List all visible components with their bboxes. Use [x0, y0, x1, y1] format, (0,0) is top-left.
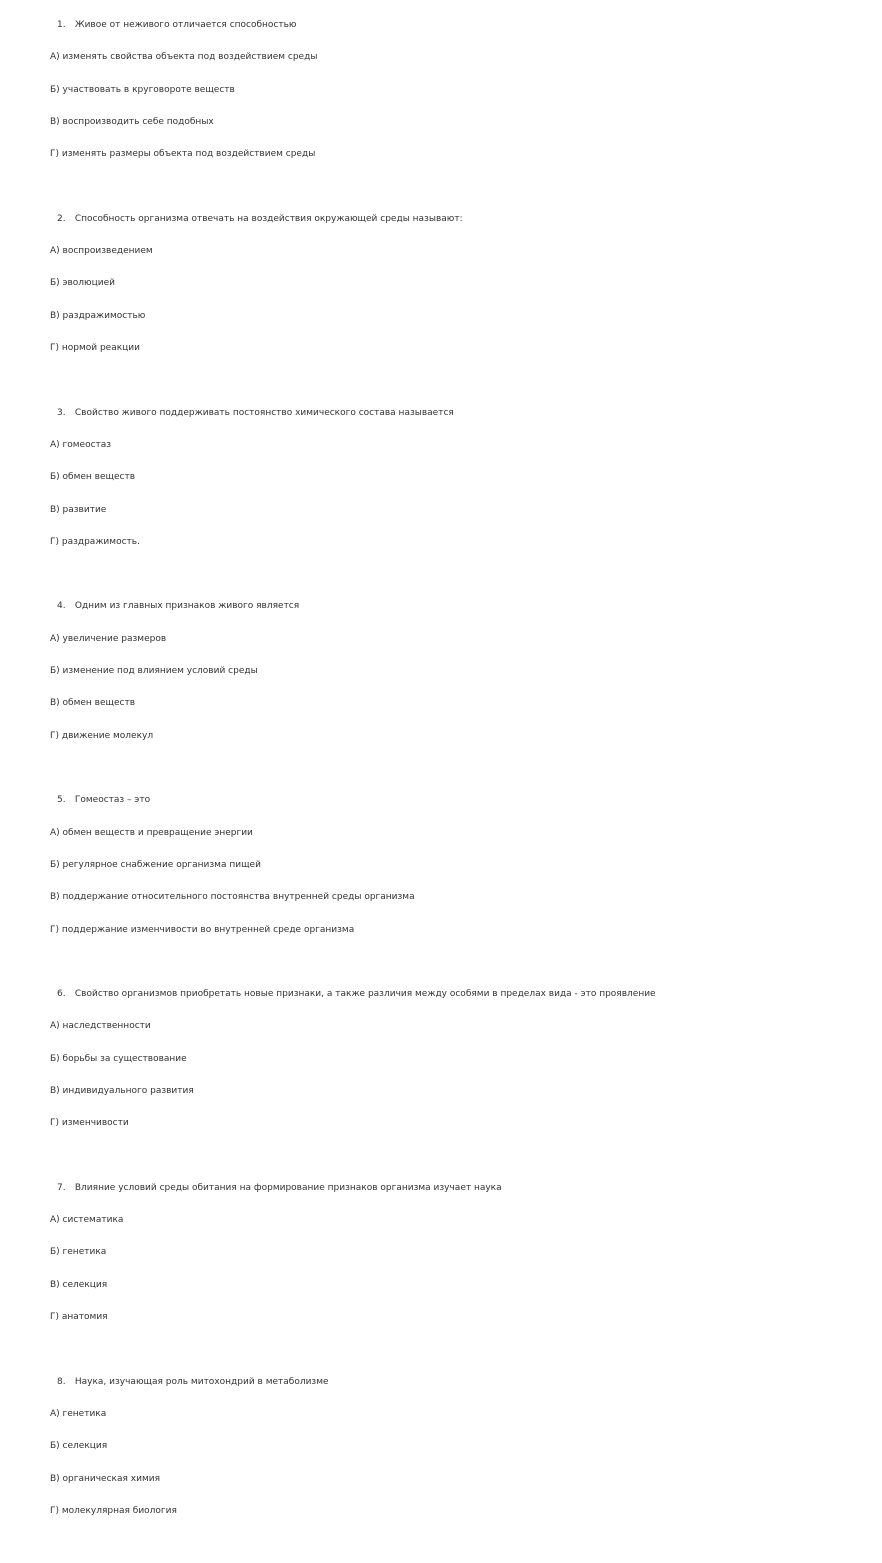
answer-option-c: В) раздражимостью [50, 310, 146, 321]
answer-option-a: А) увеличение размеров [50, 633, 167, 644]
question-text: Влияние условий среды обитания на формирование признаков организма изучает наука [74, 1182, 502, 1193]
question-number: 6. [57, 988, 66, 999]
question-block-3 [0, 401, 882, 595]
question-text: Наука, изучающая роль митохондрий в метаболизме [74, 1376, 329, 1387]
question-text: Свойство живого поддерживать постоянство химического состава называется [74, 407, 454, 418]
answer-option-a: А) гомеостаз [50, 439, 112, 450]
question-text: Способность организма отвечать на воздействия окружающей среды называют: [74, 213, 463, 224]
question-title [0, 982, 882, 1014]
question-text: Одним из главных признаков живого является [74, 601, 300, 612]
answer-option-d: Г) молекулярная биология [50, 1505, 177, 1516]
question-number: 8. [57, 1376, 66, 1387]
answer-option-b: Б) борьбы за существование [50, 1053, 187, 1064]
question-block-1 [0, 13, 882, 207]
question-block-7 [0, 1176, 882, 1370]
answer-option-c: В) поддержание относительного постоянства внутренней среды организма [50, 892, 415, 903]
question-number: 1. [57, 20, 66, 30]
answer-option-a: А) изменять свойства объекта под воздействием среды [50, 52, 318, 63]
question-title [0, 13, 882, 45]
question-number: 2. [57, 213, 66, 224]
question-block-8 [0, 1370, 882, 1563]
answer-option-b: Б) участвовать в круговороте веществ [50, 84, 235, 95]
answer-option-b: Б) генетика [50, 1247, 107, 1258]
answer-option-d: Г) изменять размеры объекта под воздействием среды [50, 149, 316, 160]
question-title [0, 207, 882, 239]
answer-option-d: Г) раздражимость. [50, 536, 140, 547]
answer-option-c: В) органическая химия [50, 1473, 160, 1484]
question-block-2 [0, 207, 882, 401]
question-text: Свойство организмов приобретать новые признаки, а также различия между особями в пределах вида - это проявление [74, 988, 656, 999]
question-title [0, 1176, 882, 1208]
question-number: 3. [57, 407, 66, 418]
answer-option-b: Б) селекция [50, 1441, 108, 1452]
answer-option-d: Г) нормой реакции [50, 343, 140, 354]
answer-option-d: Г) поддержание изменчивости во внутренней среде организма [50, 924, 355, 935]
answer-option-c: В) индивидуального развития [50, 1086, 194, 1097]
question-number: 7. [57, 1182, 66, 1193]
answer-option-b: Б) эволюцией [50, 278, 115, 289]
question-title [0, 1370, 882, 1402]
question-number: 4. [57, 601, 66, 612]
question-number: 5. [57, 795, 66, 806]
question-title [0, 788, 882, 820]
answer-option-a: А) наследственности [50, 1021, 151, 1032]
quiz-list [0, 13, 882, 1563]
answer-option-b: Б) обмен веществ [50, 472, 136, 483]
answer-option-a: А) генетика [50, 1408, 107, 1419]
answer-option-c: В) селекция [50, 1279, 108, 1290]
answer-option-b: Б) регулярное снабжение организма пищей [50, 859, 261, 870]
answer-option-c: В) воспроизводить себе подобных [50, 117, 214, 128]
question-block-6 [0, 982, 882, 1176]
question-text: Гомеостаз – это [74, 795, 151, 806]
answer-option-d: Г) анатомия [50, 1312, 108, 1323]
answer-option-a: А) воспроизведением [50, 246, 153, 257]
answer-option-d: Г) изменчивости [50, 1118, 129, 1129]
answer-option-c: В) развитие [50, 504, 107, 515]
question-text: Живое от неживого отличается способностью [74, 20, 297, 30]
answer-option-a: А) обмен веществ и превращение энергии [50, 827, 253, 838]
answer-option-d: Г) движение молекул [50, 730, 154, 741]
question-title [0, 401, 882, 433]
answer-option-c: В) обмен веществ [50, 698, 136, 709]
question-title [0, 594, 882, 626]
question-block-4 [0, 594, 882, 788]
question-block-5 [0, 788, 882, 982]
answer-option-b: Б) изменение под влиянием условий среды [50, 666, 258, 677]
answer-option-a: А) систематика [50, 1215, 124, 1226]
